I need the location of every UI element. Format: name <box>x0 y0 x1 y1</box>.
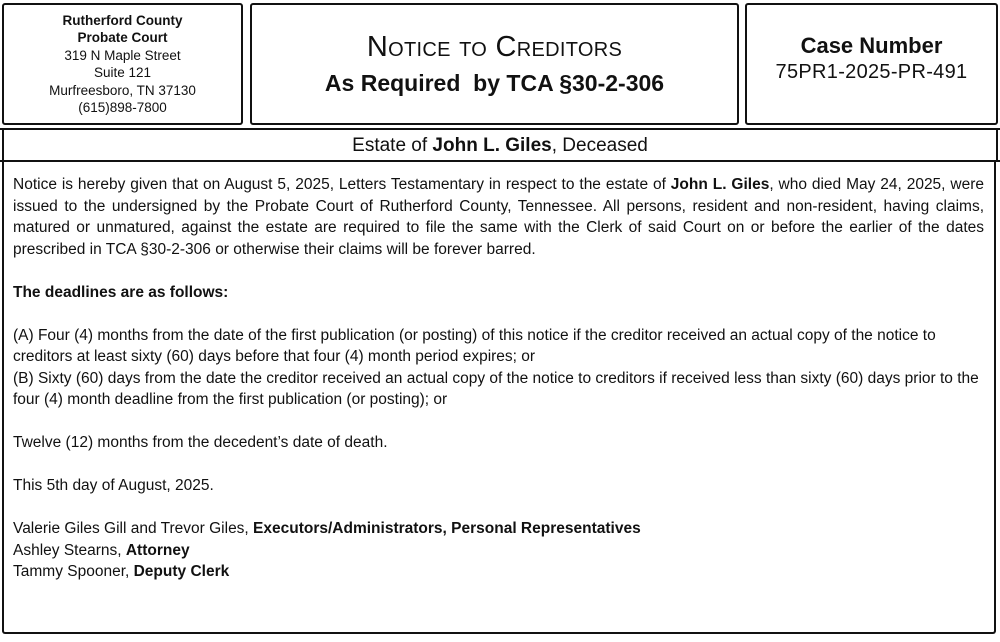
notice-subtitle: As Required by TCA §30-2-306 <box>324 70 665 96</box>
signatory-clerk <box>13 561 984 583</box>
case-number-label: Case Number <box>800 33 943 58</box>
court-phone: (615)898-7800 <box>78 100 167 115</box>
court-city-state-zip: Murfreesboro, TN 37130 <box>49 82 196 98</box>
signatory-executors <box>13 518 984 540</box>
court-info-box <box>2 3 243 125</box>
case-number-box <box>745 3 998 125</box>
estate-heading <box>2 131 998 160</box>
signatory-names: Tammy Spooner, <box>13 563 134 580</box>
deadline-item-a: (A) Four (4) months from the date of the first publication (or posting) of this notice if the creditor received an actual copy of the notice to creditors at least sixty (60) days before that four (4) month period expires; or <box>13 326 936 365</box>
signatory-role: Executors/Administrators, Personal Representatives <box>253 520 641 537</box>
signatory-role: Attorney <box>125 541 190 559</box>
notice-body <box>2 162 996 634</box>
signatory-attorney <box>13 540 984 562</box>
estate-decedent-name: John L. Giles <box>432 135 552 156</box>
deadlines-heading-text: The deadlines are as follows: <box>13 283 229 301</box>
title-box <box>250 3 739 125</box>
deadline-item-c: Twelve (12) months from the decedent’s date of death. <box>13 434 388 451</box>
dated-line: This 5th day of August, 2025. <box>13 477 214 494</box>
signatory-role: Deputy Clerk <box>133 563 230 580</box>
signatory-names: Ashley Stearns, <box>13 541 126 559</box>
estate-suffix: , Deceased <box>551 135 648 156</box>
case-number-value: 75PR1-2025-PR-491 <box>775 61 968 83</box>
notice-text-part2: , who died May 24, 2025, were issued to the undersigned by the Probate Court of Rutherford County, Tennessee. All persons, resident and non-resident, having claims, matured or unmatured, against the estate are required to file the same with the Clerk of said Court on or before the earlier of the dates prescribed in TCA §30-2-306 or otherwise their claims will be forever barred. <box>13 176 984 258</box>
estate-prefix: Estate of <box>352 135 433 156</box>
deadline-item-b: (B) Sixty (60) days from the date the creditor received an actual copy of the notice to creditors if received less than sixty (60) days prior to the four (4) month deadline from the first publication (or posting); or <box>13 369 979 408</box>
notice-paragraph <box>13 174 984 260</box>
notice-decedent-name: John L. Giles <box>670 176 770 193</box>
court-address-line2: Suite 121 <box>93 65 152 80</box>
signatory-names: Valerie Giles Gill and Trevor Giles, <box>13 520 254 537</box>
court-name-line1: Rutherford County <box>62 12 183 28</box>
notice-title: Notice to Creditors <box>366 31 623 63</box>
court-name-line2: Probate Court <box>77 30 168 45</box>
notice-text-part1: Notice is hereby given that on August 5, 2025, Letters Testamentary in respect to the estate of <box>13 176 671 193</box>
header-divider-top <box>0 128 1000 130</box>
court-address-line1: 319 N Maple Street <box>64 47 181 63</box>
deadlines-heading <box>13 282 984 304</box>
